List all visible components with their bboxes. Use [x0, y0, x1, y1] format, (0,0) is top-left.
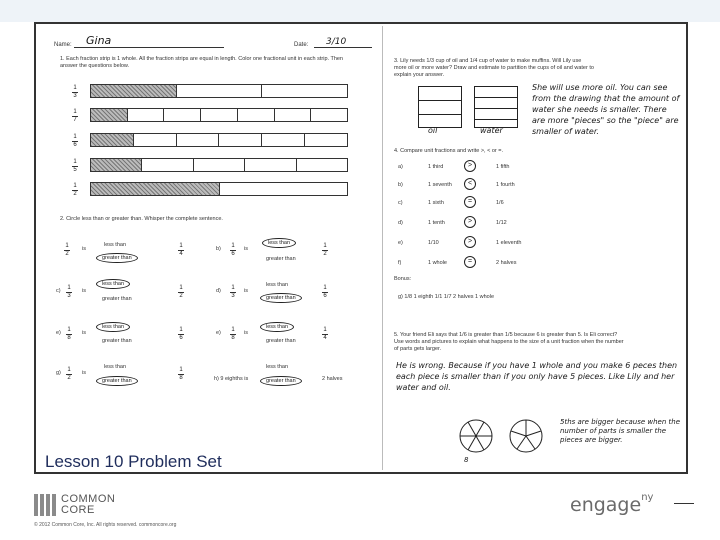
fraction-1-6: 1 6	[73, 134, 77, 148]
oil-label: oil	[428, 126, 438, 135]
q2-prompt: 2. Circle less than or greater than. Whisper the complete sentence.	[60, 216, 223, 222]
top-strip	[0, 0, 720, 22]
q3-prompt: 3. Lily needs 1/3 cup of oil and 1/4 cup of water to make muffins. Will Lily use more oil or more water? Draw and estimate to partition the cups of oil and water to explain your answer.	[394, 58, 594, 78]
strip-sevenths	[90, 108, 348, 122]
fraction-1-2: 1 2	[73, 183, 77, 197]
bonus-row: g) 1/8 1 eighth 1/1 1/7 2 halves 1 whole	[398, 294, 495, 300]
engageny-logo	[570, 494, 653, 516]
fraction-1-3: 1 3	[73, 85, 77, 99]
pie-sixths	[460, 420, 492, 452]
fraction-1-5: 1 5	[73, 159, 77, 173]
strip-halves	[90, 182, 348, 196]
footer-dash	[674, 503, 694, 504]
worksheet-frame	[34, 22, 688, 474]
engage-word: engage	[570, 494, 642, 516]
q5-note: 5ths are bigger because when the number of parts is smaller the pieces are bigger.	[560, 418, 681, 444]
slide-caption: Lesson 10 Problem Set	[45, 452, 222, 471]
strip-thirds	[90, 84, 348, 98]
logo-line1: COMMON	[61, 493, 116, 505]
worksheet-right-page: 3. Lily needs 1/3 cup of oil and 1/4 cup of water to make muffins. Will Lily use more oil or more water? Draw and estimate to partition the cups of oil and water to explain your answer. oil water She will use more oil. You can see from the drawing that the amount of water she needs is smaller. There are more "pieces" so the "piece" are smaller of water. 4. Compare unit fractions and write >, < or =. a) 1 third > 1 fifth b) 1 seventh < 1 fourth c) 1 sixth = 1/6 d) 1 tenth > 1/12 e) 1/10 > 1 eleventh f) 1 whole = 2 halves Bonus: g) 1/8 1 eighth 1/1 1/7 2 halves 1 whole 5. Your friend Eli says that 1/6 is greater than 1/5 because 6 is greater than 5. Is Eli correct? Use words and pictures to explain what happens to the size of a unit fraction when the number of parts gets larger. He is wrong. Because if you have 1 whole and you make 6 peces then each piece is smaller than if you only have 5 pieces. Like Lily and her water and oil. 8 5ths are bigger because when the number of parts is smaller the pieces are bigger.	[388, 26, 684, 470]
copyright-text: © 2012 Common Core, Inc. All rights reserved. commoncore.org	[34, 522, 177, 528]
q3-answer: She will use more oil. You can see from the drawing that the amount of water she needs is smaller. There are more "pieces" so the "piece" are smaller of water.	[532, 83, 680, 136]
strip-sixths	[90, 133, 348, 147]
name-value: Gina	[86, 34, 112, 47]
engage-ny: ny	[641, 492, 654, 503]
name-label: Name:	[54, 42, 72, 48]
fraction-1-7: 1 7	[73, 109, 77, 123]
logo-line2: CORE	[61, 504, 95, 516]
water-cup	[474, 86, 518, 128]
water-label: water	[480, 126, 503, 135]
date-line	[314, 47, 372, 48]
name-line	[74, 47, 224, 48]
worksheet-left-page: Name: Gina Date: 3/10 1. Each fraction strip is 1 whole. All the fraction strips are equal in length. Color one fractional unit in each strip. Then answer the questions below. 1 3 1 7 1 6 1 5 1 2 2. Circle less than or greater than. Whisper the complete sentence. 1 2 is less than greater than 1 4 b) 1 6 is less than greater than 1 2 c) 1 3 is less than greater than 1 2 d) 1 3 is less than greater than 1 6 e) 1 8 is less than greater than 1 6 e) 1 8 is less than greater than 1 4 g) 1 2 is less than greater than 1 8 h) 9 eighths is less than greater than 2 halves	[46, 26, 383, 470]
pie-eight-label: 8	[464, 456, 469, 464]
pie-fifths	[510, 420, 542, 452]
common-core-logo-mark	[34, 494, 56, 516]
date-value: 3/10	[326, 37, 347, 47]
strip-fifths	[90, 158, 348, 172]
q5-prompt: 5. Your friend Eli says that 1/6 is greater than 1/5 because 6 is greater than 5. Is Eli correct? Use words and pictures to explain what happens to the size of a unit fraction when the number of parts gets larger.	[394, 332, 624, 352]
q1-prompt: 1. Each fraction strip is 1 whole. All the fraction strips are equal in length. Color one fractional unit in each strip. Then answer the questions below.	[60, 56, 343, 69]
oil-cup	[418, 86, 462, 128]
q4-prompt: 4. Compare unit fractions and write >, < or =.	[394, 148, 503, 154]
common-core-logo	[34, 494, 115, 516]
q5-answer: He is wrong. Because if you have 1 whole and you make 6 peces then each piece is smaller than if you only have 5 pieces. Like Lily and her water and oil.	[396, 361, 678, 392]
pie-drawings	[458, 416, 548, 460]
date-label: Date:	[294, 42, 309, 48]
bonus-label: Bonus:	[394, 276, 412, 282]
